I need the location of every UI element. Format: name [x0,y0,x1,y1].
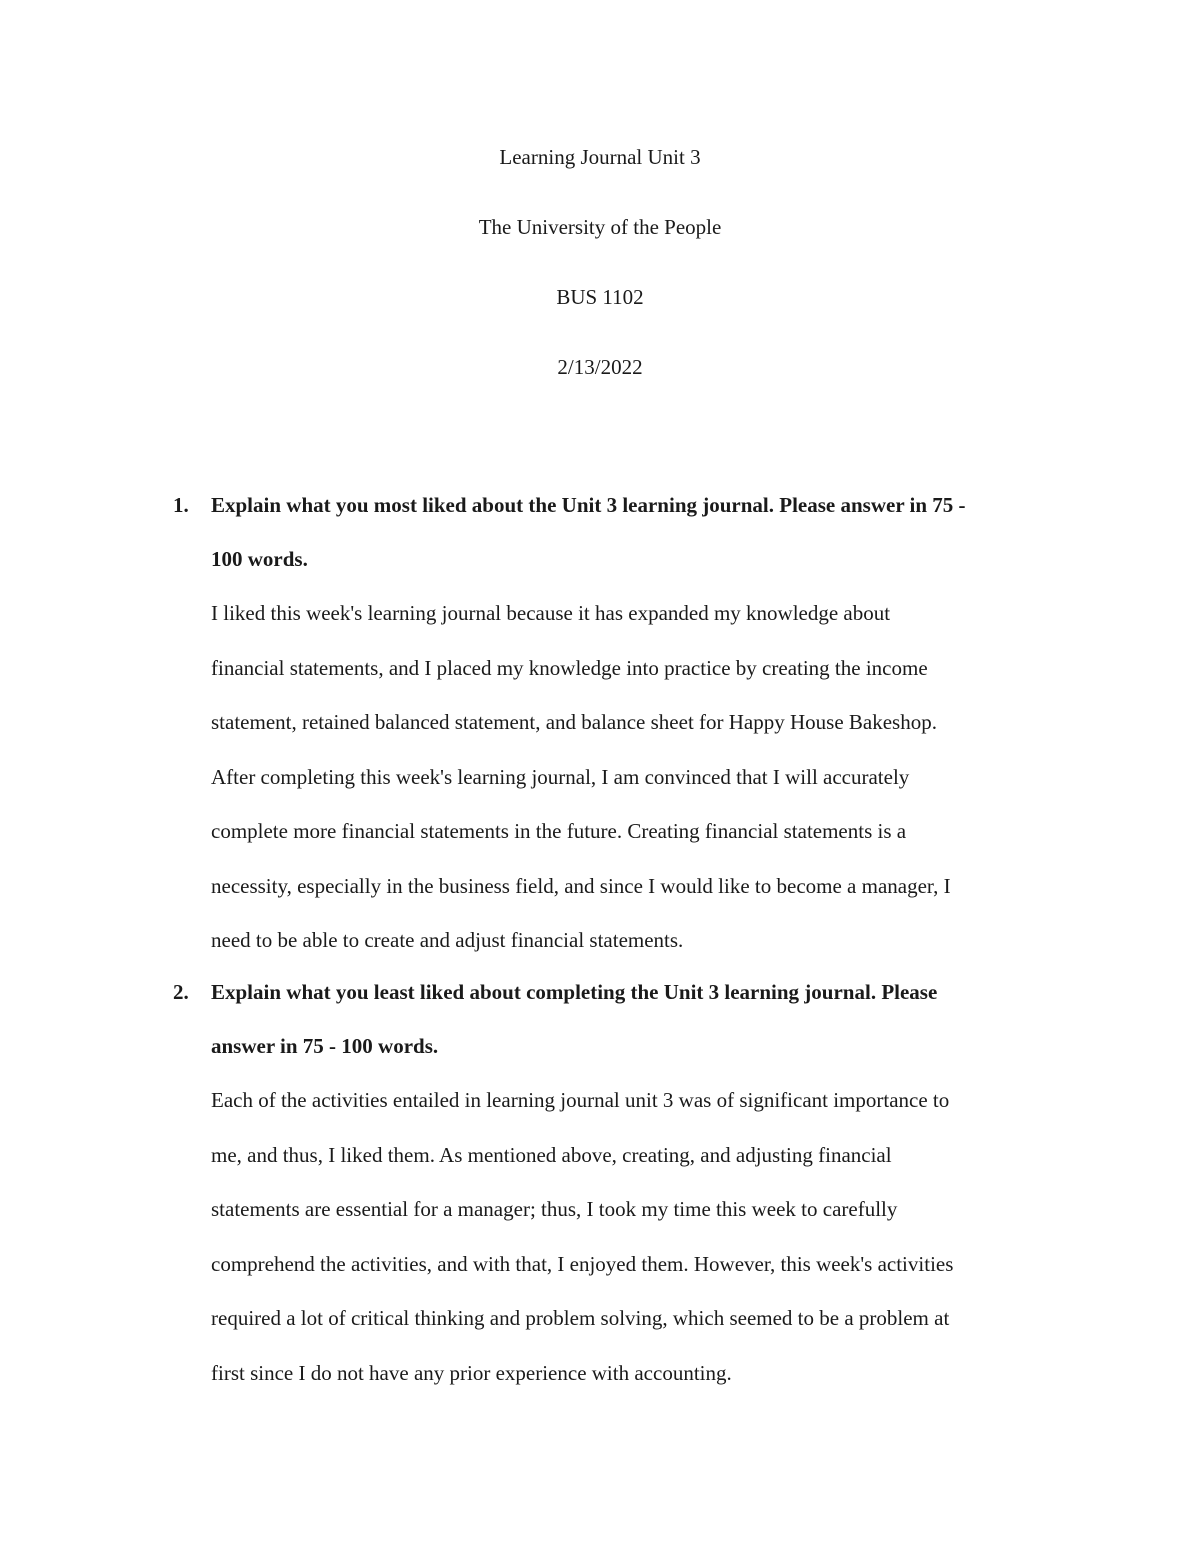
course-code: BUS 1102 [556,285,644,309]
question-number: 2. [173,980,189,1004]
answer-line: comprehend the activities, and with that, I enjoyed them. However, this week's activities [211,1251,954,1276]
question-2 [173,965,1073,1400]
answer-text [211,1073,1046,1400]
document-title: Learning Journal Unit 3 [499,145,701,169]
answer-line: complete more financial statements in the future. Creating financial statements is a [211,819,907,843]
answer-line: After completing this week's learning journal, I am convinced that I will accurately [211,764,910,789]
answer-line: necessity, especially in the business field, and since I would like to become a manager, I [211,873,951,898]
answer-text [211,586,1046,968]
answer-line: statements are essential for a manager; thus, I took my time this week to carefully [211,1197,898,1221]
prompt-line: Explain what you most liked about the Unit 3 learning journal. Please answer in 75 - [211,493,966,517]
prompt-line: 100 words. [211,547,308,571]
answer-line: first since I do not have any prior experience with accounting. [211,1360,732,1385]
prompt-line: answer in 75 - 100 words. [211,1034,439,1058]
answer-line: Each of the activities entailed in learning journal unit 3 was of significant importance to [211,1088,950,1112]
question-number: 1. [173,493,189,517]
question-prompt [211,478,1061,586]
answer-line: I liked this week's learning journal because it has expanded my knowledge about [211,601,891,625]
answer-line: need to be able to create and adjust financial statements. [211,928,684,952]
title-block [0,140,1200,420]
prompt-line: Explain what you least liked about completing the Unit 3 learning journal. Please [211,980,938,1004]
answer-line: financial statements, and I placed my knowledge into practice by creating the income [211,655,928,680]
institution-name: The University of the People [478,215,722,239]
answer-line: statement, retained balanced statement, and balance sheet for Happy House Bakeshop. [211,710,937,734]
answer-line: me, and thus, I liked them. As mentioned above, creating, and adjusting financial [211,1142,892,1167]
question-1 [173,478,1073,968]
question-prompt [211,965,1061,1073]
answer-line: required a lot of critical thinking and problem solving, which seemed to be a problem at [211,1306,950,1330]
document-date: 2/13/2022 [557,355,643,379]
